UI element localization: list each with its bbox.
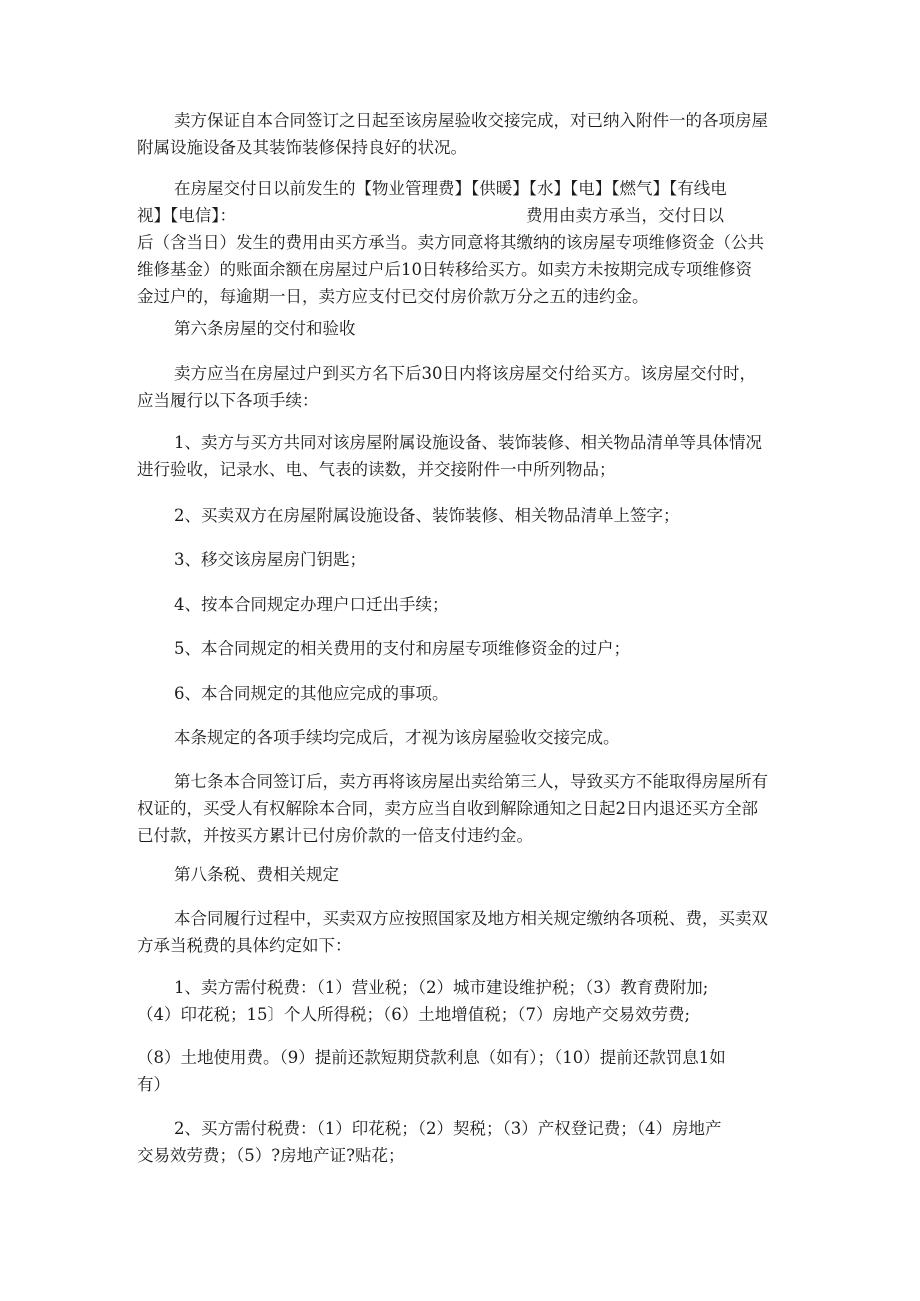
text-line: 4、按本合同规定办理户口迁出手续；: [174, 595, 449, 614]
text-line: 有）: [137, 1075, 170, 1094]
text-line: 第六条房屋的交付和验收: [174, 319, 356, 338]
text-line: 2、买卖双方在房屋附属设施设备、装饰装修、相关物品清单上签字；: [174, 506, 680, 525]
list-item-2: [137, 502, 787, 529]
paragraph-tax-intro: [137, 905, 787, 959]
text-line: 第八条税、费相关规定: [174, 865, 339, 884]
text-line: 卖方应当在房屋过户到买方名下后30日内将该房屋交付给买方。该房屋交付时，: [174, 364, 756, 383]
list-item-5: [137, 635, 787, 662]
text-segment: 费用由卖方承当，交付日以: [526, 206, 724, 225]
text-line: 本条规定的各项手续均完成后，才视为该房屋验收交接完成。: [174, 728, 620, 747]
text-line: 3、移交该房屋房门钥匙；: [174, 550, 366, 569]
heading-article-6: [137, 315, 787, 342]
text-line: 已付款，并按买方累计已付房价款的一倍支付违约金。: [137, 826, 533, 845]
list-item-6: [137, 680, 787, 707]
text-line: 6、本合同规定的其他应完成的事项。: [174, 684, 449, 703]
text-line: 5、本合同规定的相关费用的支付和房屋专项维修资金的过户；: [174, 639, 630, 658]
text-line: 附属设施设备及其装饰装修保持良好的状况。: [137, 138, 467, 157]
text-line: 金过户的，每逾期一日，卖方应支付已交付房价款万分之五的违约金。: [137, 287, 649, 306]
text-line: 权证的，买受人有权解除本合同，卖方应当自收到解除通知之日起2日内退还买方全部: [137, 799, 758, 818]
text-segment: 视】【电信】：: [137, 206, 236, 225]
text-line: 1、卖方需付税费：（1）营业税；（2）城市建设维护税；（3）教育费附加;: [174, 978, 709, 997]
text-line: [137, 202, 787, 229]
text-line: 卖方保证自本合同签订之日起至该房屋验收交接完成，对已纳入附件一的各项房屋: [174, 111, 768, 130]
paragraph-fees-before-delivery: [137, 175, 787, 310]
text-line: （4）印花税；15〕个人所得税；（6）土地增值税；（7）房地产交易效劳费;: [137, 1005, 691, 1024]
text-line: 方承当税费的具体约定如下：: [137, 936, 352, 955]
text-line: 1、卖方与买方共同对该房屋附属设施设备、装饰装修、相关物品清单等具体情况: [174, 433, 762, 452]
text-line: 应当履行以下各项手续：: [137, 391, 319, 410]
paragraph-seller-taxes: [137, 974, 787, 1028]
heading-article-8: [137, 861, 787, 888]
text-line: 进行验收，记录水、电、气表的读数，并交接附件一中所列物品；: [137, 460, 616, 479]
text-line: 本合同履行过程中，买卖双方应按照国家及地方相关规定缴纳各项税、费，买卖双: [174, 909, 768, 928]
text-line: 后（含当日）发生的费用由买方承当。卖方同意将其缴纳的该房屋专项维修资金（公共: [137, 233, 764, 252]
text-line: 2、买方需付税费：（1）印花税；（2）契税；（3）产权登记费；（4）房地产: [174, 1119, 722, 1138]
list-item-4: [137, 591, 787, 618]
paragraph-seller-guarantee: [137, 107, 787, 161]
paragraph-delivery-procedure: [137, 360, 787, 414]
paragraph-buyer-taxes: [137, 1115, 787, 1169]
paragraph-seller-taxes-cont: [137, 1044, 787, 1098]
text-line: 维修基金）的账面余额在房屋过户后10日转移给买方。如卖方未按期完成专项维修资: [137, 260, 752, 279]
paragraph-article-7: [137, 768, 787, 849]
text-line: 交易效劳费；（5）?房地产证?贴花；: [137, 1146, 405, 1165]
paragraph-completion: [137, 724, 787, 751]
text-line: 在房屋交付日以前发生的【物业管理费】【供暖】【水】【电】【燃气】【有线电: [174, 179, 727, 198]
list-item-3: [137, 546, 787, 573]
text-line: （8）土地使用费。（9）提前还款短期贷款利息（如有）；（10）提前还款罚息1如: [137, 1048, 726, 1067]
list-item-1: [137, 429, 787, 483]
text-line: 第七条本合同签订后，卖方再将该房屋出卖给第三人，导致买方不能取得房屋所有: [174, 772, 768, 791]
